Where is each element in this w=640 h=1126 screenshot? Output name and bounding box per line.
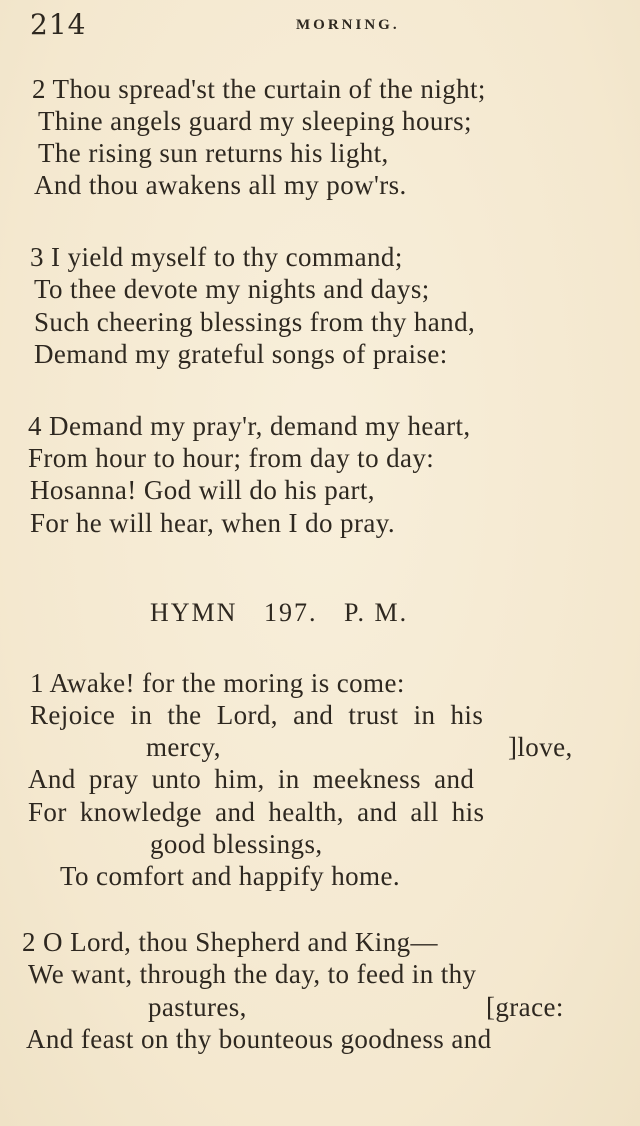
page-number: 214 bbox=[30, 8, 87, 41]
verse-line: From hour to hour; from day to day: bbox=[28, 443, 435, 473]
verse-line: And pray unto him, in meekness and bbox=[28, 764, 475, 794]
verse-line: Demand my grateful songs of praise: bbox=[34, 339, 448, 369]
hymn-number: 197. bbox=[263, 598, 318, 627]
verse-line: And feast on thy bounteous goodness and bbox=[26, 1024, 492, 1054]
verse-line: 2 O Lord, thou Shepherd and King— bbox=[22, 927, 438, 957]
verse-line-turnover: [grace: bbox=[486, 992, 564, 1022]
verse-line: 3 I yield myself to thy command; bbox=[30, 242, 403, 272]
verse-line: To comfort and happify home. bbox=[60, 861, 400, 891]
hymn-meter: P. M. bbox=[343, 598, 409, 627]
verse-line: And thou awakens all my pow'rs. bbox=[34, 170, 407, 200]
verse-line: The rising sun returns his light, bbox=[38, 138, 389, 168]
running-head: MORNING. bbox=[296, 17, 400, 33]
verse-line: Rejoice in the Lord, and trust in his bbox=[30, 700, 484, 730]
verse-line: 1 Awake! for the moring is come: bbox=[30, 668, 405, 698]
verse-line: 2 Thou spread'st the curtain of the night; bbox=[32, 74, 486, 104]
verse-line-turnover: good blessings, bbox=[150, 829, 323, 859]
verse-line-turnover: mercy, bbox=[146, 732, 221, 762]
verse-line: To thee devote my nights and days; bbox=[34, 274, 430, 304]
verse-line-turnover: pastures, bbox=[148, 992, 247, 1022]
verse-line: We want, through the day, to feed in thy bbox=[28, 959, 477, 989]
verse-line: For knowledge and health, and all his bbox=[28, 797, 485, 827]
page-header bbox=[30, 8, 600, 41]
verse-line: Thine angels guard my sleeping hours; bbox=[38, 106, 472, 136]
verse-line-turnover: ]love, bbox=[508, 732, 573, 762]
hymn-title-word: HYMN bbox=[150, 598, 238, 627]
verse-line: Hosanna! God will do his part, bbox=[30, 475, 375, 505]
verse-line: Such cheering blessings from thy hand, bbox=[34, 307, 476, 337]
verse-line: For he will hear, when I do pray. bbox=[30, 508, 396, 538]
verse-line: 4 Demand my pray'r, demand my heart, bbox=[28, 411, 471, 441]
hymn-title bbox=[150, 598, 426, 628]
